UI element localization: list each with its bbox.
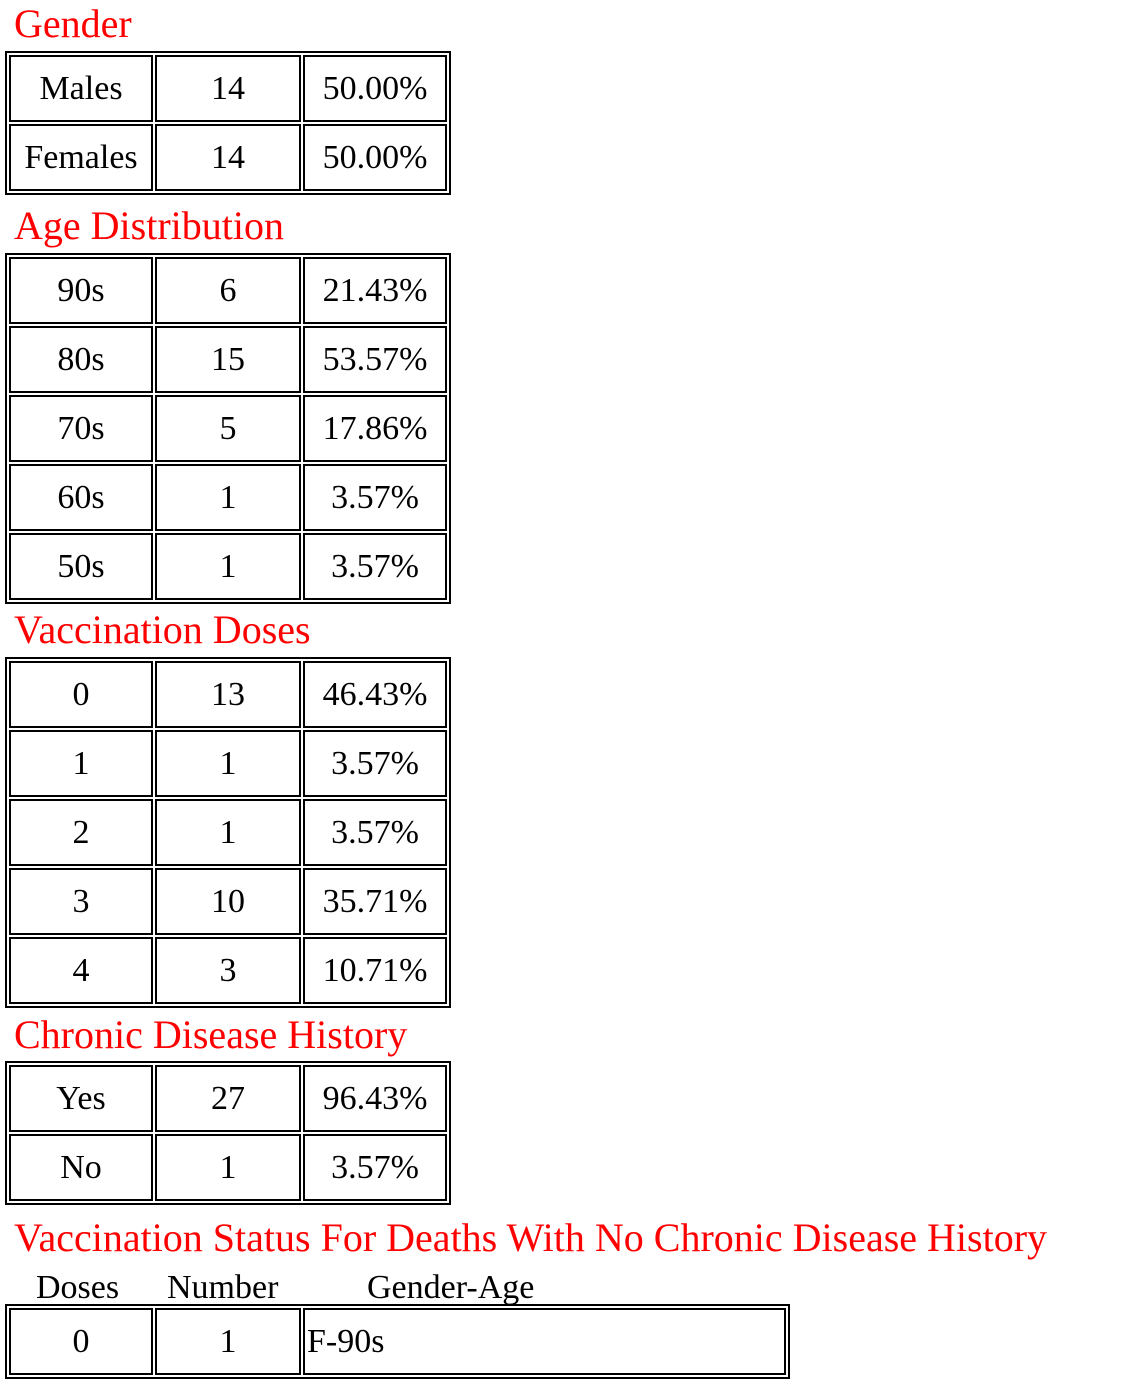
row-label: 3 xyxy=(9,868,153,935)
vaccination-doses-table xyxy=(5,657,451,1008)
row-label: 90s xyxy=(9,257,153,324)
column-header-number: Number xyxy=(167,1269,279,1306)
section-title-vaccination-doses: Vaccination Doses xyxy=(14,607,311,652)
row-label: 80s xyxy=(9,326,153,393)
row-count: 1 xyxy=(155,533,301,600)
table-row xyxy=(9,124,447,191)
row-label: 0 xyxy=(9,661,153,728)
row-label: Females xyxy=(9,124,153,191)
row-count: 15 xyxy=(155,326,301,393)
row-count: 1 xyxy=(155,799,301,866)
row-label: 2 xyxy=(9,799,153,866)
row-percent: 17.86% xyxy=(303,395,447,462)
row-count: 13 xyxy=(155,661,301,728)
row-label: No xyxy=(9,1134,153,1201)
row-label: Males xyxy=(9,55,153,122)
row-doses: 0 xyxy=(9,1308,153,1375)
row-label: 50s xyxy=(9,533,153,600)
no-chronic-table xyxy=(5,1304,790,1379)
row-count: 14 xyxy=(155,55,301,122)
row-percent: 46.43% xyxy=(303,661,447,728)
table-row xyxy=(9,730,447,797)
row-percent: 50.00% xyxy=(303,124,447,191)
section-title-chronic-disease-history: Chronic Disease History xyxy=(14,1012,408,1057)
table-row xyxy=(9,1065,447,1132)
row-percent: 53.57% xyxy=(303,326,447,393)
table-row xyxy=(9,326,447,393)
table-row xyxy=(9,464,447,531)
row-percent: 10.71% xyxy=(303,937,447,1004)
row-count: 5 xyxy=(155,395,301,462)
gender-table xyxy=(5,51,451,195)
row-label: Yes xyxy=(9,1065,153,1132)
row-count: 3 xyxy=(155,937,301,1004)
table-row xyxy=(9,799,447,866)
table-row xyxy=(9,1134,447,1201)
row-percent: 3.57% xyxy=(303,464,447,531)
row-count: 6 xyxy=(155,257,301,324)
row-count: 1 xyxy=(155,730,301,797)
row-count: 1 xyxy=(155,464,301,531)
row-percent: 96.43% xyxy=(303,1065,447,1132)
row-percent: 21.43% xyxy=(303,257,447,324)
row-label: 70s xyxy=(9,395,153,462)
row-percent: 3.57% xyxy=(303,730,447,797)
column-header-doses: Doses xyxy=(36,1269,120,1306)
row-number: 1 xyxy=(155,1308,301,1375)
row-percent: 3.57% xyxy=(303,799,447,866)
row-count: 1 xyxy=(155,1134,301,1201)
age-distribution-table xyxy=(5,253,451,604)
column-header-gender-age: Gender-Age xyxy=(367,1269,535,1306)
section-title-gender: Gender xyxy=(14,1,132,46)
row-label: 1 xyxy=(9,730,153,797)
row-percent: 50.00% xyxy=(303,55,447,122)
row-count: 10 xyxy=(155,868,301,935)
table-row xyxy=(9,55,447,122)
section-title-no-chronic-vaccination-status: Vaccination Status For Deaths With No Chronic Disease History xyxy=(14,1215,1048,1260)
chronic-disease-table xyxy=(5,1061,451,1205)
table-row xyxy=(9,395,447,462)
row-count: 14 xyxy=(155,124,301,191)
table-row xyxy=(9,257,447,324)
table-row xyxy=(9,937,447,1004)
row-percent: 3.57% xyxy=(303,533,447,600)
row-label: 4 xyxy=(9,937,153,1004)
table-row xyxy=(9,533,447,600)
table-row xyxy=(9,868,447,935)
table-row xyxy=(9,661,447,728)
row-label: 60s xyxy=(9,464,153,531)
section-title-age-distribution: Age Distribution xyxy=(14,203,284,248)
row-count: 27 xyxy=(155,1065,301,1132)
table-row xyxy=(9,1308,786,1375)
row-percent: 35.71% xyxy=(303,868,447,935)
row-percent: 3.57% xyxy=(303,1134,447,1201)
row-gender-age: F-90s xyxy=(303,1308,786,1375)
